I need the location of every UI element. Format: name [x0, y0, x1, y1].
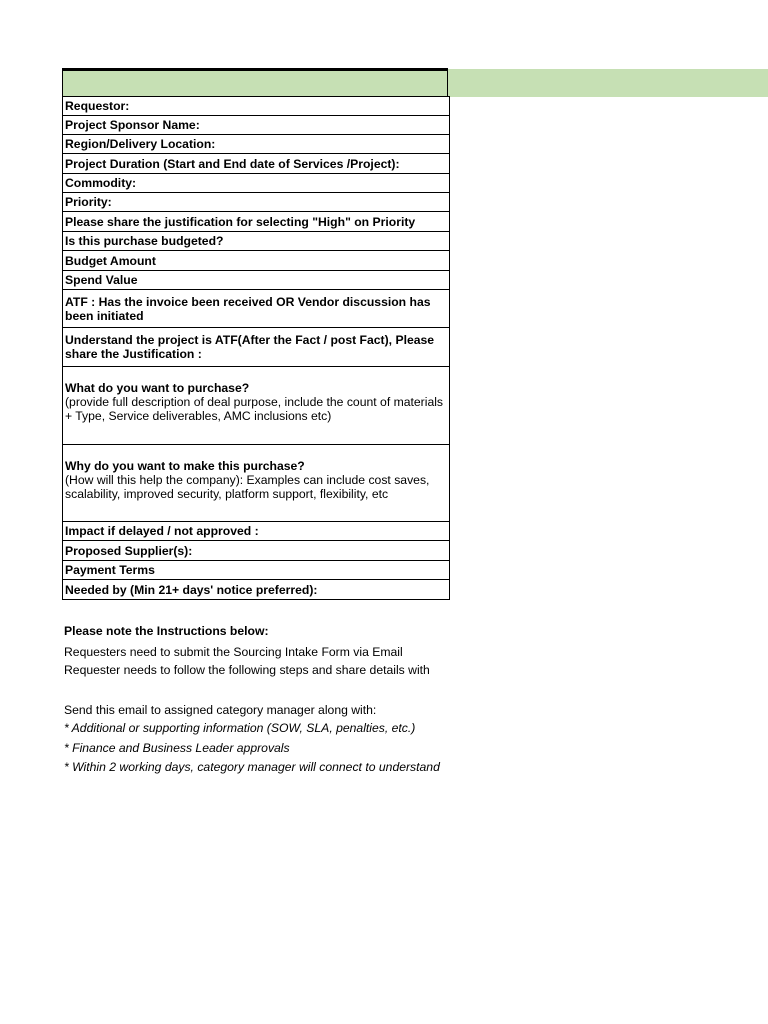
form-row — [63, 116, 450, 135]
atf-justification-label: Understand the project is ATF(After the Fact / post Fact), Please share the Justification : — [63, 328, 450, 367]
intake-form-table — [62, 96, 450, 600]
region-label: Region/Delivery Location: — [63, 135, 450, 154]
form-row — [63, 154, 450, 174]
purchase-why-label: Why do you want to make this purchase? — [65, 459, 305, 473]
form-row — [63, 561, 450, 580]
form-row — [63, 445, 450, 522]
impact-label: Impact if delayed / not approved : — [63, 522, 450, 541]
instruction-bullet: * Within 2 working days, category manager will connect to understand — [64, 760, 440, 774]
form-row — [63, 212, 450, 232]
form-header-cell — [62, 68, 448, 96]
form-row — [63, 135, 450, 154]
instruction-bullet: * Finance and Business Leader approvals — [64, 741, 290, 755]
form-row — [63, 367, 450, 445]
purchase-what-cell — [63, 367, 450, 445]
instruction-line: Requesters need to submit the Sourcing Intake Form via Email — [64, 645, 403, 659]
budget-amount-label: Budget Amount — [63, 251, 450, 271]
purchase-what-detail: (provide full description of deal purpose, include the count of materials + Type, Service deliverables, AMC inclusions etc) — [65, 395, 444, 423]
purchase-why-cell — [63, 445, 450, 522]
payment-terms-label: Payment Terms — [63, 561, 450, 580]
form-row — [63, 97, 450, 116]
form-row — [63, 271, 450, 290]
commodity-label: Commodity: — [63, 174, 450, 193]
supplier-label: Proposed Supplier(s): — [63, 541, 450, 561]
needed-by-label: Needed by (Min 21+ days' notice preferred): — [63, 580, 450, 600]
form-row — [63, 193, 450, 212]
atf-label: ATF : Has the invoice been received OR Vendor discussion has been initiated — [63, 290, 450, 328]
form-row — [63, 522, 450, 541]
purchase-why-detail: (How will this help the company): Examples can include cost saves, scalability, improved security, platform support, flexibility, etc — [65, 473, 430, 501]
form-row — [63, 541, 450, 561]
form-row — [63, 174, 450, 193]
instruction-line: Send this email to assigned category manager along with: — [64, 703, 377, 717]
requestor-label: Requestor: — [63, 97, 450, 116]
purchase-what-label: What do you want to purchase? — [65, 381, 250, 395]
project-duration-label: Project Duration (Start and End date of Services /Project): — [63, 154, 450, 174]
form-row — [63, 580, 450, 600]
form-row — [63, 232, 450, 251]
budgeted-label: Is this purchase budgeted? — [63, 232, 450, 251]
form-row — [63, 290, 450, 328]
justification-label: Please share the justification for selecting "High" on Priority — [63, 212, 450, 232]
instruction-bullet: * Additional or supporting information (SOW, SLA, penalties, etc.) — [64, 721, 416, 735]
priority-label: Priority: — [63, 193, 450, 212]
instructions-heading: Please note the Instructions below: — [64, 624, 269, 638]
form-row — [63, 251, 450, 271]
project-sponsor-label: Project Sponsor Name: — [63, 116, 450, 135]
form-row — [63, 328, 450, 367]
spend-value-label: Spend Value — [63, 271, 450, 290]
header-band — [448, 69, 768, 97]
instruction-line: Requester needs to follow the following steps and share details with — [64, 663, 430, 677]
